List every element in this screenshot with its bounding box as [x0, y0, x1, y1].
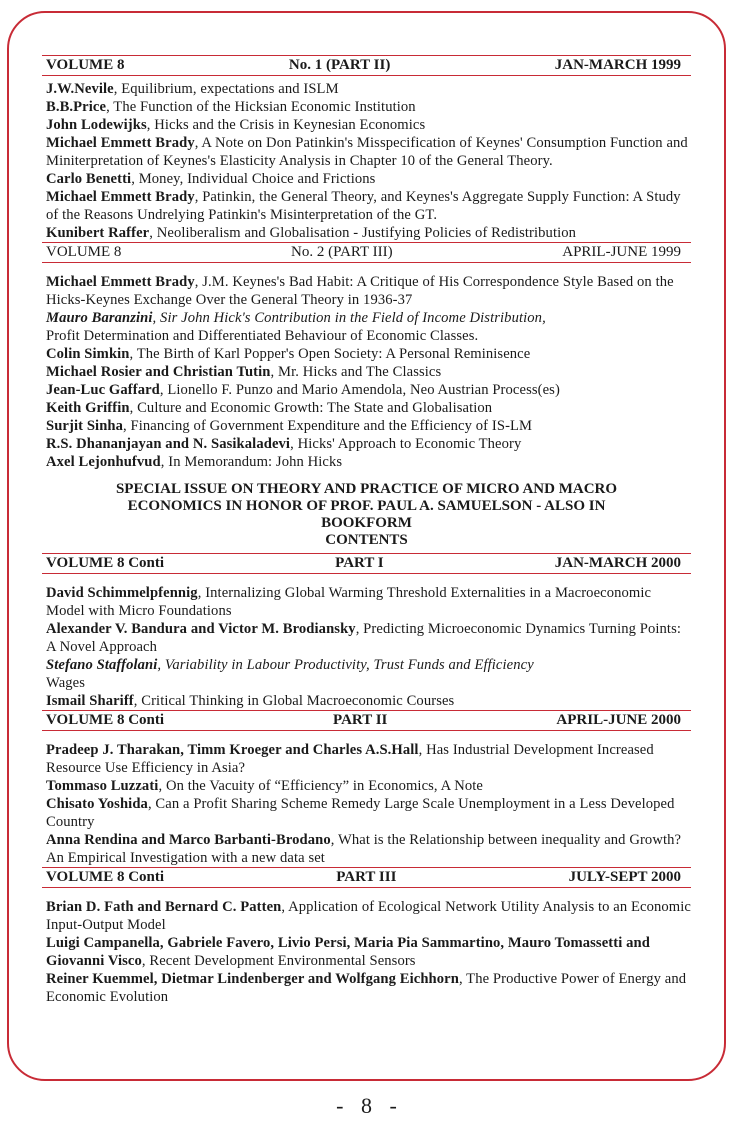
period-label: JAN-MARCH 1999: [554, 57, 681, 73]
article-entry: [46, 345, 691, 363]
volume-label: VOLUME 8: [46, 57, 125, 73]
article-title: , Mr. Hicks and The Classics: [270, 364, 442, 380]
special-issue-line: BOOKFORM: [321, 515, 412, 531]
article-entry: [46, 309, 691, 345]
article-entry: [46, 363, 691, 381]
article-author: R.S. Dhananjayan and N. Sasikaladevi: [46, 436, 291, 452]
article-list: [42, 574, 691, 710]
period-label: JAN-MARCH 2000: [554, 555, 681, 571]
article-entry: [46, 692, 691, 710]
article-entry: [46, 741, 691, 777]
article-title: , Lionello F. Punzo and Mario Amendola, Neo Austrian Process(es): [159, 382, 560, 398]
article-author: Michael Emmett Brady: [46, 135, 195, 151]
period-label: APRIL-JUNE 2000: [556, 712, 681, 728]
article-author: B.B.Price: [46, 99, 107, 115]
article-title: , Can a Profit Sharing Scheme Remedy Large Scale Unemployment in a Less Developed Country: [46, 796, 675, 830]
article-list: [42, 263, 691, 471]
article-title: , In Memorandum: John Hicks: [160, 454, 343, 470]
article-entry: [46, 399, 691, 417]
special-issue-line: ECONOMICS IN HONOR OF PROF. PAUL A. SAMUELSON - ALSO IN: [127, 498, 606, 514]
article-entry: [46, 116, 691, 134]
article-author: Pradeep J. Tharakan, Timm Kroeger and Charles A.S.Hall: [46, 742, 419, 758]
article-author: Michael Emmett Brady: [46, 189, 195, 205]
article-author: Anna Rendina and Marco Barbanti-Brodano: [46, 832, 331, 848]
article-title: , Has Industrial Development Increased Resource Use Efficiency in Asia?: [46, 742, 654, 776]
period-label: APRIL-JUNE 1999: [562, 244, 681, 260]
article-title: , Money, Individual Choice and Frictions: [131, 171, 376, 187]
article-author: Reiner Kuemmel, Dietmar Lindenberger and Wolfgang Eichhorn: [46, 971, 459, 987]
volume-header: [42, 710, 691, 731]
article-title-continued: Wages: [46, 675, 86, 691]
article-entry: [46, 98, 691, 116]
article-entry: [46, 453, 691, 471]
article-author: Chisato Yoshida: [46, 796, 148, 812]
article-title: , The Birth of Karl Popper's Open Society: A Personal Reminisence: [129, 346, 531, 362]
article-author: Alexander V. Bandura and Victor M. Brodiansky: [46, 621, 356, 637]
issue-label: PART III: [336, 869, 397, 885]
article-author: Stefano Staffolani: [46, 657, 158, 673]
article-list: [42, 76, 691, 242]
article-title: , Hicks and the Crisis in Keynesian Economics: [146, 117, 426, 133]
article-author: Kunibert Raffer: [46, 225, 150, 241]
contents-heading: CONTENTS: [325, 532, 408, 548]
issue-label: PART I: [335, 555, 384, 571]
article-entry: [46, 777, 691, 795]
article-entry: [46, 188, 691, 224]
volume-header: [42, 867, 691, 888]
article-title: , A Note on Don Patinkin's Misspecification of Keynes' Consumption Function and Miniterpretation of Keynes's Elasticity Analysis in Chapter 10 of the General Theory.: [46, 135, 688, 169]
article-entry: [46, 831, 691, 867]
article-title: , Neoliberalism and Globalisation - Justifying Policies of Redistribution: [149, 225, 577, 241]
article-author: Carlo Benetti: [46, 171, 132, 187]
special-issue-heading: [42, 471, 691, 553]
article-entry: [46, 656, 691, 692]
volume-header: [42, 55, 691, 76]
article-author: J.W.Nevile: [46, 81, 114, 97]
article-list: [42, 888, 691, 1006]
issue-label: No. 2 (PART III): [291, 244, 393, 260]
article-author: Keith Griffin: [46, 400, 130, 416]
article-title: , The Productive Power of Energy and Economic Evolution: [46, 971, 687, 1005]
article-author: Luigi Campanella, Gabriele Favero, Livio Persi, Maria Pia Sammartino, Mauro Tomassetti and Giovanni Visco: [46, 935, 650, 969]
article-title: , Financing of Government Expenditure and the Efficiency of IS-LM: [123, 418, 533, 434]
volume-label: VOLUME 8 Conti: [46, 712, 165, 728]
volume-label: VOLUME 8 Conti: [46, 555, 165, 571]
page-number: - 8 -: [336, 1093, 403, 1118]
article-entry: [46, 934, 691, 970]
article-entry: [46, 273, 691, 309]
issue-label: No. 1 (PART II): [288, 57, 391, 73]
article-title: , The Function of the Hicksian Economic Institution: [106, 99, 416, 115]
article-author: Michael Emmett Brady: [46, 274, 195, 290]
article-author: Ismail Shariff: [46, 693, 134, 709]
volume-header: [42, 242, 691, 263]
article-title-continued: Profit Determination and Differentiated Behaviour of Economic Classes.: [46, 328, 479, 344]
article-list: [42, 731, 691, 867]
article-title: , Patinkin, the General Theory, and Keynes's Aggregate Supply Function: A Study of the Reasons Undrelying Patinkin's Misinterpretation of the GT.: [46, 189, 681, 223]
article-author: Jean-Luc Gaffard: [46, 382, 160, 398]
article-author: Brian D. Fath and Bernard C. Patten: [46, 899, 282, 915]
period-label: JULY-SEPT 2000: [568, 869, 681, 885]
volume-label: VOLUME 8: [46, 244, 122, 260]
article-title: , Critical Thinking in Global Macroeconomic Courses: [133, 693, 455, 709]
article-author: John Lodewijks: [46, 117, 147, 133]
article-title: , Sir John Hick's Contribution in the Field of Income Distribution,: [152, 310, 546, 326]
article-author: Mauro Baranzini: [46, 310, 153, 326]
article-title: , What is the Relationship between inequality and Growth? An Empirical Investigation with a new data set: [46, 832, 682, 866]
article-entry: [46, 620, 691, 656]
article-entry: [46, 584, 691, 620]
article-title: , Culture and Economic Growth: The State and Globalisation: [129, 400, 493, 416]
article-entry: [46, 224, 691, 242]
article-entry: [46, 417, 691, 435]
article-entry: [46, 381, 691, 399]
article-author: Michael Rosier and Christian Tutin: [46, 364, 271, 380]
article-entry: [46, 435, 691, 453]
article-title: , Equilibrium, expectations and ISLM: [113, 81, 339, 97]
article-title: , Predicting Microeconomic Dynamics Turning Points: A Novel Approach: [46, 621, 682, 655]
article-author: David Schimmelpfennig: [46, 585, 198, 601]
article-title: , Variability in Labour Productivity, Trust Funds and Efficiency: [157, 657, 534, 673]
article-author: Colin Simkin: [46, 346, 130, 362]
contents-listing: [42, 55, 691, 1006]
article-author: Axel Lejonhufvud: [46, 454, 161, 470]
article-title: , Internalizing Global Warming Threshold Externalities in a Macroeconomic Model with Micro Foundations: [46, 585, 652, 619]
volume-label: VOLUME 8 Conti: [46, 869, 165, 885]
article-title: , Hicks' Approach to Economic Theory: [290, 436, 522, 452]
special-issue-line: SPECIAL ISSUE ON THEORY AND PRACTICE OF MICRO AND MACRO: [115, 481, 618, 497]
article-title: , Application of Ecological Network Utility Analysis to an Economic Input-Output Model: [46, 899, 691, 933]
article-author: Tommaso Luzzati: [46, 778, 159, 794]
article-entry: [46, 134, 691, 170]
article-title: , Recent Development Environmental Sensors: [141, 953, 416, 969]
article-title: , On the Vacuity of “Efficiency” in Economics, A Note: [158, 778, 483, 794]
article-entry: [46, 898, 691, 934]
article-entry: [46, 795, 691, 831]
article-entry: [46, 170, 691, 188]
article-title: , J.M. Keynes's Bad Habit: A Critique of His Correspondence Style Based on the Hicks-Keynes Exchange Over the General Theory in 1936-37: [46, 274, 674, 308]
article-entry: [46, 80, 691, 98]
issue-label: PART II: [333, 712, 388, 728]
article-author: Surjit Sinha: [46, 418, 124, 434]
article-entry: [46, 970, 691, 1006]
volume-header: [42, 553, 691, 574]
